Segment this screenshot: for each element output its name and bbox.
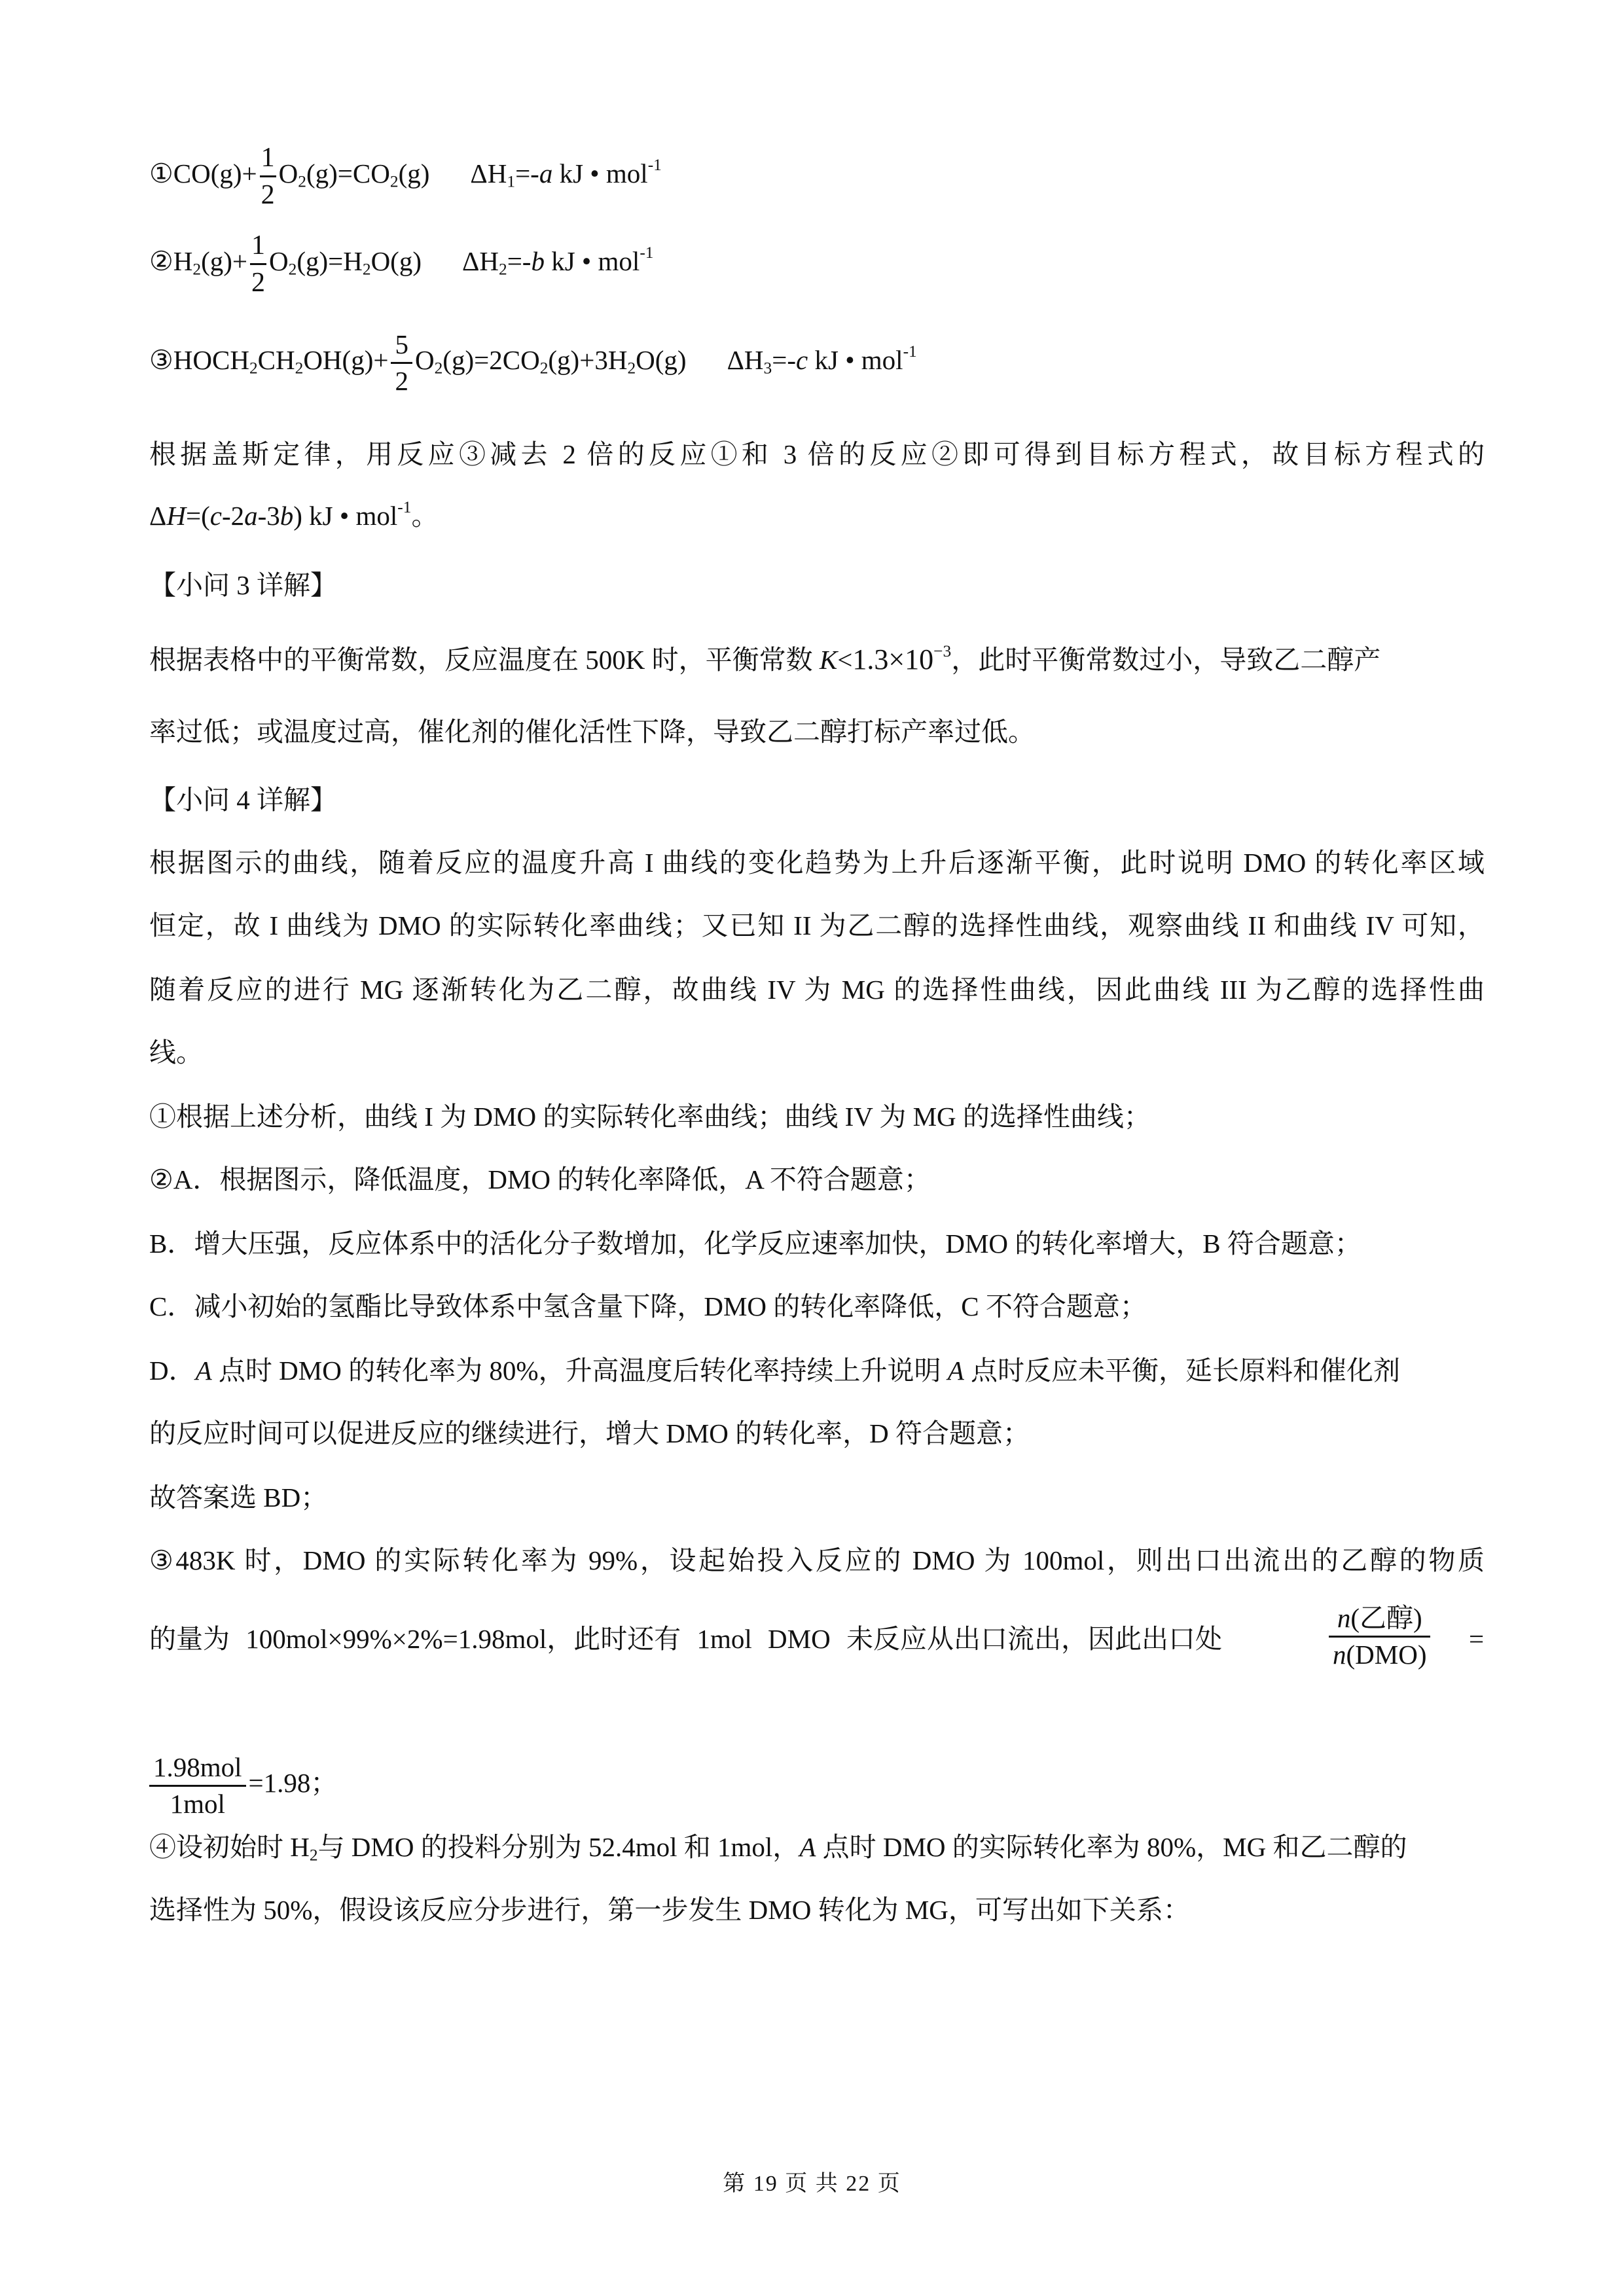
hess-h: H <box>166 501 186 531</box>
eq1-dh-sup: -1 <box>647 155 662 174</box>
hess-sup: -1 <box>397 497 412 516</box>
q3-line-2: 率过低；或温度过高，催化剂的催化活性下降，导致乙二醇打标产率过低。 <box>149 717 1035 747</box>
equation-2 <box>149 232 1485 296</box>
q4-a4-text-b: 与 DMO 的投料分别为 52.4mol 和 1mol， <box>317 1832 800 1862</box>
ethanol-dmo-num <box>1329 1605 1430 1638</box>
eq2-dh-var: b <box>531 245 545 276</box>
eq3-marker: ③ <box>149 344 173 375</box>
eq3-dh-var: c <box>796 344 808 375</box>
q3-title: 【小问 3 详解】 <box>149 570 337 600</box>
eq3-rhs-post: O(g) <box>636 344 687 375</box>
q3-k: K <box>819 645 838 675</box>
eq1-rhs-post: (g) <box>398 158 430 188</box>
q4-answer-4-line-2: 选择性为 50%，假设该反应分步进行，第一步发生 DMO 转化为 MG，可写出如下关系： <box>149 1895 1190 1925</box>
eq3-rhs-sub: 2 <box>539 359 549 378</box>
eq2-o-sub: 2 <box>288 260 297 279</box>
eq1-dh-var: a <box>539 158 553 188</box>
eq1-dh-eq: =- <box>515 158 539 188</box>
hess-minus3: -3 <box>257 501 280 531</box>
eq1-dh-unit: kJ • mol <box>552 158 648 188</box>
hess-c: c <box>209 501 222 531</box>
q4-a4-text-c: 点时 DMO 的实际转化率为 80%，MG 和乙二醇的 <box>816 1832 1407 1862</box>
eq3-dh-unit: kJ • mol <box>808 344 903 375</box>
eq3-lhs-c: OH(g)+ <box>303 344 389 375</box>
frac-equals: = <box>1469 1624 1485 1654</box>
q4-para-1: 根据图示的曲线，随着反应的温度升高 I 曲线的变化趋势为上升后逐渐平衡，此时说明 DMO 的转化率区域 <box>149 848 1485 878</box>
eq2-o: O <box>269 245 289 276</box>
eq3-lhs-a: HOCH <box>173 344 249 375</box>
q4-d-a-var: A <box>195 1355 212 1386</box>
q4-answer-1: ①根据上述分析，曲线 I 为 DMO 的实际转化率曲线；曲线 IV 为 MG 的选择性曲线； <box>149 1102 1151 1132</box>
hess-unit: ) kJ • mol <box>293 501 398 531</box>
eq2-dh-sub: 2 <box>498 260 507 279</box>
ethanol-dmo-fraction <box>1329 1605 1430 1668</box>
q4-option-a: ②A．根据图示，降低温度，DMO 的转化率降低，A 不符合题意； <box>149 1164 931 1194</box>
q4-para-2: 恒定，故 I 曲线为 DMO 的实际转化率曲线；又已知 II 为乙二醇的选择性曲线，观察曲线 II 和曲线 IV 可知， <box>149 910 1485 941</box>
q4-answer-choice: 故答案选 BD； <box>149 1482 328 1513</box>
eq3-dh-sub: 3 <box>763 359 772 378</box>
frac-num-n: n <box>1337 1603 1351 1633</box>
equation-3 <box>149 331 1485 395</box>
q4-para-4: 线。 <box>149 1037 203 1067</box>
eq3-sub-b: 2 <box>295 359 304 378</box>
hess-minus2: -2 <box>221 501 245 531</box>
eq1-fraction <box>260 144 276 209</box>
eq1-frac-den: 2 <box>261 180 275 210</box>
q4-d-label: D． <box>149 1355 196 1386</box>
q4-d-text-c: 点时反应未平衡，延长原料和催化剂 <box>964 1355 1401 1386</box>
q4-answer-3-line-2 <box>149 1603 1485 1670</box>
ratio-fraction <box>149 1754 246 1818</box>
q3-value: 1.3×10 <box>852 643 934 675</box>
eq3-sub-a: 2 <box>249 359 258 378</box>
eq1-o-sub: 2 <box>298 172 306 191</box>
eq2-fraction <box>250 232 266 296</box>
eq2-h: H <box>173 245 193 276</box>
eq3-rhs-sub2: 2 <box>627 359 636 378</box>
q3-lt: < <box>837 645 853 675</box>
q4-a3-text: 的量为 100mol×99%×2%=1.98mol，此时还有 1mol DMO 未反应从出口流出，因此出口处 <box>149 1624 1222 1654</box>
eq2-h-sub: 2 <box>192 260 202 279</box>
hess-line-2 <box>149 497 1485 534</box>
q4-para-3: 随着反应的进行 MG 逐渐转化为乙二醇，故曲线 IV 为 MG 的选择性曲线，因此曲线 III 为乙醇的选择性曲 <box>149 975 1485 1005</box>
eq2-frac-den: 2 <box>251 268 266 298</box>
ratio-den: 1mol <box>170 1789 225 1819</box>
hess-line-1: 根据盖斯定律，用反应③减去 2 倍的反应①和 3 倍的反应②即可得到目标方程式，故目标方程式的 <box>149 439 1485 469</box>
q4-a4-sub: 2 <box>309 1846 318 1865</box>
q4-a4-var: A <box>799 1832 816 1862</box>
eq2-rhs-post: O(g) <box>370 245 422 276</box>
eq2-lhs: (g)+ <box>201 245 248 276</box>
hess-end: 。 <box>411 501 439 531</box>
hess-paren: =( <box>185 501 210 531</box>
eq2-frac-num: 1 <box>250 232 266 265</box>
eq2-rhs: (g)=H <box>297 245 363 276</box>
eq1-rhs-sub: 2 <box>389 172 399 191</box>
eq1-rhs: (g)=CO <box>306 158 390 188</box>
q4-answer-3-line-3 <box>149 1754 1485 1818</box>
ethanol-dmo-den <box>1329 1638 1430 1668</box>
eq3-fraction <box>391 331 412 395</box>
eq3-o-sub: 2 <box>434 359 443 378</box>
q4-title: 【小问 4 详解】 <box>149 785 337 815</box>
equation-1 <box>149 144 1485 209</box>
q3-line-1 <box>149 641 1485 678</box>
frac-num-rest: (乙醇) <box>1350 1603 1422 1633</box>
page-footer: 第 19 页 共 22 页 <box>723 2172 901 2196</box>
hess-a: a <box>244 501 258 531</box>
hess-b: b <box>280 501 294 531</box>
eq3-rhs: (g)=2CO <box>442 344 540 375</box>
eq2-dh-sup: -1 <box>640 243 654 262</box>
eq1-lhs: CO(g)+ <box>173 158 257 188</box>
eq3-o: O <box>414 344 435 375</box>
q4-a4-text-a: ④设初始时 H <box>149 1832 310 1862</box>
q3-text-a: 根据表格中的平衡常数，反应温度在 500K 时，平衡常数 <box>149 645 820 675</box>
eq2-rhs-sub: 2 <box>362 260 371 279</box>
eq2-dh-unit: kJ • mol <box>544 245 640 276</box>
frac-den-n: n <box>1333 1640 1346 1670</box>
frac-den-rest: (DMO) <box>1346 1640 1427 1670</box>
eq3-rhs-mid: (g)+3H <box>548 344 628 375</box>
eq1-dh: ΔH <box>470 158 507 188</box>
q4-answer-4-line-1 <box>149 1829 1485 1865</box>
q4-option-b: B．增大压强，反应体系中的活化分子数增加，化学反应速率加快，DMO 的转化率增大，B 符合题意； <box>149 1229 1362 1259</box>
eq3-dh-sup: -1 <box>903 342 917 361</box>
q4-option-c: C．减小初始的氢酯比导致体系中氢含量下降，DMO 的转化率降低，C 不符合题意； <box>149 1291 1147 1321</box>
eq1-dh-sub: 1 <box>507 172 516 191</box>
q3-text-c: ，此时平衡常数过小，导致乙二醇产 <box>951 645 1381 675</box>
eq3-lhs-b: CH <box>257 344 295 375</box>
eq3-dh-eq: =- <box>772 344 797 375</box>
q4-d-text-b: 点时 DMO 的转化率为 80%，升高温度后转化率持续上升说明 <box>211 1355 948 1386</box>
eq1-o: O <box>278 158 298 188</box>
q4-option-d-1 <box>149 1352 1485 1389</box>
q4-answer-3-line-1: ③483K 时，DMO 的实际转化率为 99%，设起始投入反应的 DMO 为 100mol，则出口出流出的乙醇的物质 <box>149 1545 1485 1575</box>
hess-delta: Δ <box>149 501 167 531</box>
eq3-frac-den: 2 <box>395 366 408 396</box>
ratio-result: =1.98； <box>248 1767 338 1798</box>
eq3-dh: ΔH <box>727 344 764 375</box>
q3-exp: −3 <box>933 641 952 660</box>
eq2-dh-eq: =- <box>507 245 532 276</box>
ratio-num: 1.98mol <box>149 1754 246 1787</box>
q4-d-b-var: A <box>947 1355 964 1386</box>
eq2-marker: ② <box>149 245 173 276</box>
eq2-dh: ΔH <box>462 245 499 276</box>
eq3-frac-num: 5 <box>391 331 412 364</box>
q4-option-d-2: 的反应时间可以促进反应的继续进行，增大 DMO 的转化率，D 符合题意； <box>149 1418 1030 1448</box>
eq1-marker: ① <box>149 158 173 188</box>
eq1-frac-num: 1 <box>260 144 276 177</box>
